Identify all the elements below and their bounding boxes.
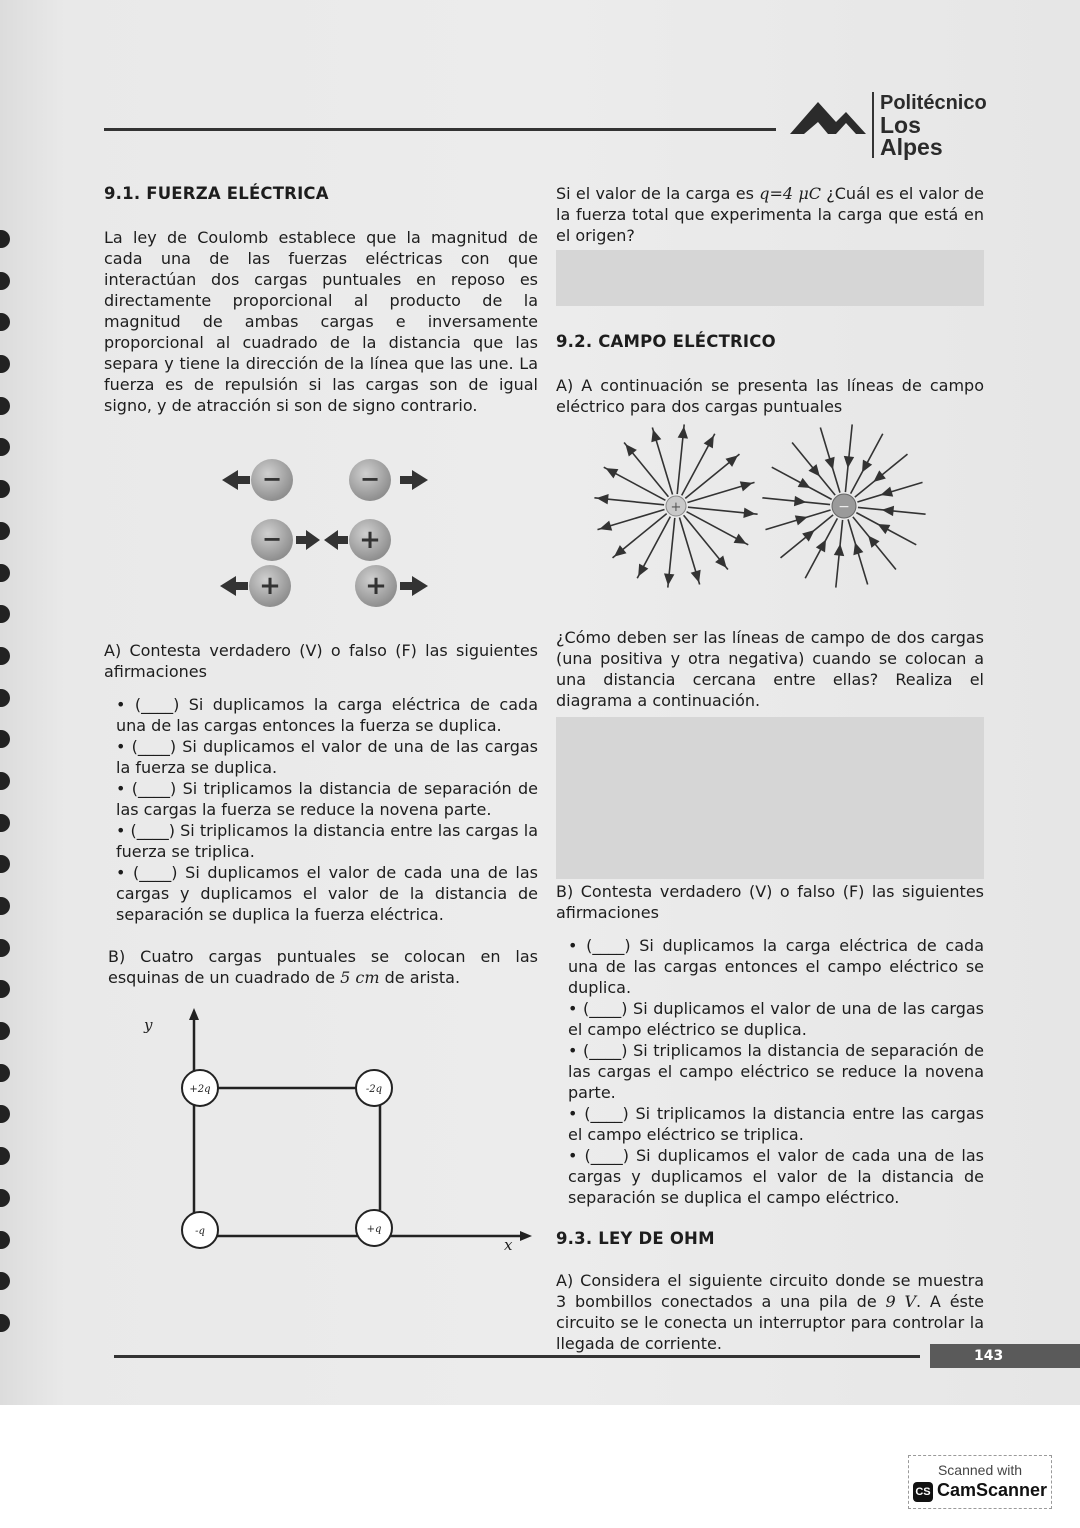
- field-arrowhead: [835, 546, 843, 555]
- part-a-force-list: [104, 694, 538, 925]
- field-arrowhead: [652, 431, 660, 441]
- true-false-item[interactable]: • (____) Si duplicamos la carga eléctrica de cada una de las cargas entonces el campo eléctrico se duplica.: [568, 936, 984, 997]
- true-false-item[interactable]: • (____) Si triplicamos la distancia entre las cargas la fuerza se triplica.: [116, 821, 538, 861]
- square-side-value: 5 cm: [340, 968, 380, 987]
- footer-rule: [114, 1355, 920, 1358]
- field-arrowhead: [882, 488, 892, 496]
- charge-value: q=4 μC: [759, 184, 821, 203]
- coulomb-intro: La ley de Coulomb establece que la magnitud de cada una de las fuerzas eléctricas con que interactúan dos cargas puntuales en reposo es directamente proporcional al producto de la magnitud de ambas cargas e inversamente proporcional al cuadrado de la distancia que las separa y tiene la dirección de la línea que las une. La fuerza es de repulsión si las cargas son de igual signo, y de atracción si son de signo contrario.: [104, 228, 538, 415]
- left-column: [104, 183, 538, 1270]
- field-arrowhead: [665, 574, 673, 583]
- field-lines-figure: [556, 423, 984, 593]
- field-arrowhead: [796, 516, 806, 524]
- charge-top-left: +2q: [189, 1084, 211, 1095]
- field-arrowhead: [854, 544, 862, 554]
- ohm-circuit-prompt: A) Considera el siguiente circuito donde se muestra 3 bombillos conectados a una pila de 9 V. A éste circuito se le conecta un interruptor para controlar la llegada de corriente.: [556, 1271, 984, 1353]
- logo-line-2: Los Alpes: [880, 112, 943, 160]
- repulsion-positive-pair: [220, 565, 428, 607]
- field-arrowhead: [598, 495, 607, 503]
- charge-sign-plus: +: [359, 525, 381, 555]
- charge-bottom-left: -q: [195, 1226, 205, 1237]
- true-false-item[interactable]: • (____) Si duplicamos el valor de una de las cargas el campo eléctrico se duplica.: [568, 999, 984, 1039]
- field-diagram-question: ¿Cómo deben ser las líneas de campo de dos cargas (una positiva y otra negativa) cuando se colocan a una distancia cercana entre ellas? Realiza el diagrama a continuación.: [556, 628, 984, 710]
- right-column: [556, 183, 984, 1354]
- attraction-pair: [251, 519, 391, 561]
- field-positive-sign: +: [670, 500, 682, 515]
- spiral-binding: [0, 230, 14, 1356]
- field-arrowhead: [741, 482, 751, 490]
- true-false-item[interactable]: • (____) Si duplicamos el valor de una de las cargas la fuerza se duplica.: [116, 737, 538, 777]
- field-arrowhead: [826, 458, 834, 468]
- field-arrowhead: [639, 565, 647, 575]
- header-rule: [104, 128, 776, 131]
- charge-top-right: -2q: [365, 1084, 383, 1095]
- true-false-item[interactable]: • (____) Si duplicamos la carga eléctrica de cada una de las cargas entonces la fuerza se duplica.: [116, 695, 538, 735]
- true-false-item[interactable]: • (____) Si duplicamos el valor de cada una de las cargas y duplicamos el valor de la distancia de separación se duplica el campo eléctrico.: [568, 1146, 984, 1207]
- camscanner-logo-icon: CS: [913, 1482, 933, 1502]
- x-axis-label-text: x: [504, 1236, 513, 1254]
- charge-bottom-right: +q: [366, 1224, 382, 1235]
- field-arrowhead: [744, 509, 753, 517]
- charge-sign-minus: −: [261, 525, 283, 553]
- page-number: 143: [930, 1344, 1080, 1368]
- true-false-item[interactable]: • (____) Si triplicamos la distancia de separación de las cargas la fuerza se reduce la novena parte.: [116, 779, 538, 819]
- repulsion-negative-pair: [222, 459, 428, 501]
- field-arrowhead: [705, 437, 713, 447]
- watermark-line-1: Scanned with: [937, 1462, 1023, 1478]
- answer-box-force[interactable]: [556, 250, 984, 306]
- watermark-line-2: CamScanner: [936, 1480, 1048, 1500]
- part-b-field-title: B) Contesta verdadero (V) o falso (F) las siguientes afirmaciones: [556, 882, 984, 922]
- field-lines-intro: A) A continuación se presenta las líneas de campo eléctrico para dos cargas puntuales: [556, 376, 984, 416]
- field-arrowhead: [884, 507, 893, 515]
- charge-sign-minus: −: [359, 465, 381, 493]
- field-arrowhead: [795, 497, 804, 505]
- field-negative-sign: −: [838, 499, 850, 515]
- field-arrowhead: [735, 535, 745, 543]
- force-at-origin-question: Si el valor de la carga es q=4 μC ¿Cuál es el valor de la fuerza total que experimenta la carga que está en el origen?: [556, 184, 984, 245]
- field-arrowhead: [879, 525, 889, 533]
- true-false-item[interactable]: • (____) Si duplicamos el valor de cada una de las cargas y duplicamos el valor de la distancia de separación se duplica la fuerza eléctrica.: [116, 863, 538, 924]
- part-b-field-list: [556, 935, 984, 1208]
- part-a-force-title: A) Contesta verdadero (V) o falso (F) las siguientes afirmaciones: [104, 641, 538, 681]
- charges-interaction-figure: [104, 430, 538, 620]
- true-false-item[interactable]: • (____) Si triplicamos la distancia entre las cargas el campo eléctrico se triplica.: [568, 1104, 984, 1144]
- field-arrowhead: [799, 479, 809, 487]
- part-b-square-prompt: B) Cuatro cargas puntuales se colocan en las esquinas de un cuadrado de 5 cm de arista.: [108, 947, 538, 987]
- section-title-ohm-law: 9.3. LEY DE OHM: [556, 1229, 715, 1248]
- camscanner-watermark: [908, 1455, 1052, 1509]
- section-title-electric-field: 9.2. CAMPO ELÉCTRICO: [556, 332, 776, 351]
- y-axis-label: y: [144, 1016, 153, 1034]
- field-arrowhead: [692, 571, 700, 581]
- logo-line-1: Politécnico: [880, 92, 987, 114]
- field-arrowhead: [601, 522, 611, 530]
- battery-voltage: 9 V: [885, 1292, 917, 1311]
- section-title-electric-force: 9.1. FUERZA ELÉCTRICA: [104, 184, 329, 203]
- field-arrowhead: [607, 469, 617, 477]
- school-logo: [788, 92, 988, 160]
- charge-sign-plus: +: [259, 571, 281, 601]
- square-charges-diagram: [104, 1000, 538, 1270]
- field-arrowhead: [817, 541, 825, 551]
- field-arrowhead: [679, 428, 687, 437]
- charge-sign-minus: −: [261, 465, 283, 493]
- true-false-item[interactable]: • (____) Si triplicamos la distancia de separación de las cargas el campo eléctrico se reduce la novena parte.: [568, 1041, 984, 1102]
- field-arrowhead: [863, 461, 871, 471]
- charge-sign-plus: +: [365, 571, 387, 601]
- field-arrowhead: [845, 457, 853, 466]
- answer-box-diagram[interactable]: [556, 717, 984, 879]
- mountain-logo-icon: [788, 92, 868, 142]
